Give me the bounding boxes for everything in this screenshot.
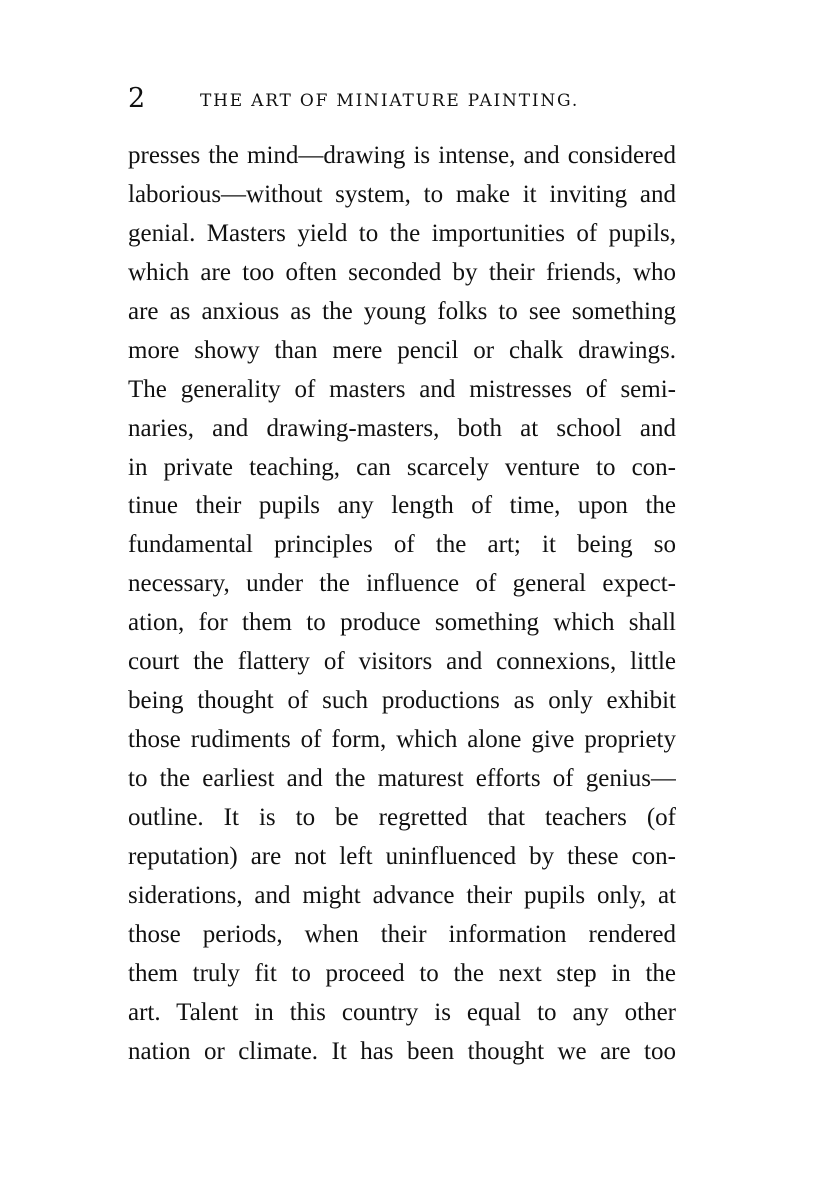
text-line: nation or climate. It has been thought we are too <box>128 1037 676 1065</box>
text-line: in private teaching, can scarcely venture to con- <box>128 453 676 481</box>
text-line: which are too often seconded by their friends, who <box>128 258 676 286</box>
text-line: tinue their pupils any length of time, upon the <box>128 492 676 520</box>
text-line: to the earliest and the maturest efforts of genius— <box>128 765 676 792</box>
text-line: those rudiments of form, which alone give propriety <box>128 726 676 754</box>
text-line: them truly fit to proceed to the next step in the <box>128 959 676 987</box>
text-line: fundamental principles of the art; it being so <box>128 531 676 559</box>
text-line: genial. Masters yield to the importunities of pupils, <box>128 219 676 247</box>
body-text <box>128 137 676 1072</box>
text-line: art. Talent in this country is equal to any other <box>128 998 676 1026</box>
text-line: reputation) are not left uninfluenced by these con- <box>128 842 676 870</box>
text-line: are as anxious as the young folks to see something <box>128 297 676 325</box>
text-line: being thought of such productions as only exhibit <box>128 687 676 715</box>
text-line: outline. It is to be regretted that teachers (of <box>128 803 676 831</box>
text-line: siderations, and might advance their pupils only, at <box>128 881 676 909</box>
text-line: necessary, under the influence of general expect- <box>128 570 676 598</box>
text-line: those periods, when their information rendered <box>128 920 676 948</box>
text-line: presses the mind—drawing is intense, and considered <box>128 142 676 169</box>
text-line: ation, for them to produce something which shall <box>128 609 676 637</box>
text-line: more showy than mere pencil or chalk drawings. <box>128 336 676 364</box>
running-title: THE ART OF MINIATURE PAINTING. <box>200 91 580 111</box>
text-line: The generality of masters and mistresses of semi- <box>128 375 676 403</box>
text-line: naries, and drawing-masters, both at school and <box>128 414 676 442</box>
text-line: laborious—without system, to make it inviting and <box>128 180 676 208</box>
page-number: 2 <box>128 83 146 114</box>
text-line: court the flattery of visitors and connexions, little <box>128 648 676 676</box>
running-head <box>128 80 688 120</box>
